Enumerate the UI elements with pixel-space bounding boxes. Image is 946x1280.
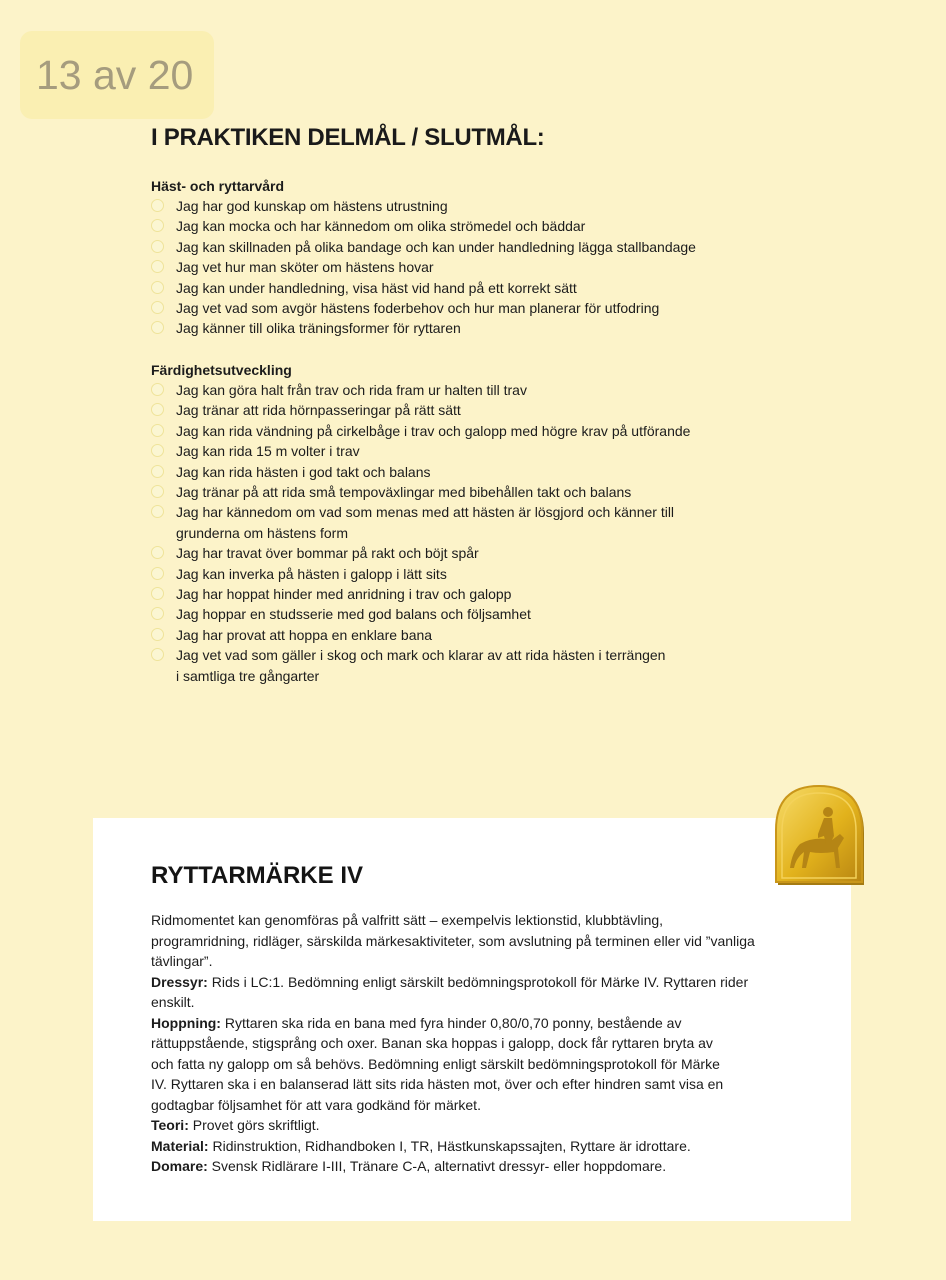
checklist-item-label: Jag kan göra halt från trav och rida fram ur halten till trav	[176, 382, 527, 398]
material-paragraph	[151, 1136, 801, 1157]
intro-line: programridning, ridläger, särskilda märkesaktiviteter, som avslutning på terminen eller vid ”vanliga	[151, 932, 755, 949]
checklist-item[interactable]	[151, 380, 771, 400]
checklist-item-label: Jag har god kunskap om hästens utrustning	[176, 198, 448, 214]
checklist-item[interactable]	[151, 584, 771, 604]
checklist-item-continuation	[151, 523, 771, 543]
checkbox-circle-icon[interactable]	[151, 424, 164, 437]
checkbox-circle-icon[interactable]	[151, 281, 164, 294]
checkbox-circle-icon[interactable]	[151, 199, 164, 212]
badge-title: RYTTARMÄRKE IV	[151, 862, 363, 889]
checklist-item[interactable]	[151, 298, 771, 318]
checklist-item-label: Jag kan rida hästen i god takt och balans	[176, 463, 431, 480]
checklist-item-label: Jag kan rida 15 m volter i trav	[176, 443, 360, 460]
checkbox-circle-icon[interactable]	[151, 505, 164, 518]
checklist-item[interactable]	[151, 441, 771, 461]
checklist-item-label: Jag vet vad som gäller i skog och mark och klarar av att rida hästen i terrängen	[176, 647, 666, 664]
checklist-item-label: Jag hoppar en studsserie med god balans och följsamhet	[176, 606, 531, 623]
checklist-item[interactable]	[151, 462, 771, 482]
checklist-item-label: Jag kan inverka på hästen i galopp i lätt sits	[176, 565, 447, 582]
checklist-item[interactable]	[151, 400, 771, 420]
hoppning-text: Ryttaren ska rida en bana med fyra hinder 0,80/0,70 ponny, bestående av	[220, 1014, 682, 1031]
checklist-item-label: Jag kan under handledning, visa häst vid hand på ett korrekt sätt	[176, 279, 577, 296]
checkbox-circle-icon[interactable]	[151, 219, 164, 232]
checklist-item[interactable]	[151, 257, 771, 277]
checklist-item-label: Jag vet vad som avgör hästens foderbehov och hur man planerar för utfodring	[176, 300, 660, 317]
checklist-item-label: Jag kan rida vändning på cirkelbåge i trav och galopp med högre krav på utförande	[176, 422, 691, 439]
hoppning-line: rättuppstående, stigsprång och oxer. Banan ska hoppas i galopp, dock får ryttaren bryta av	[151, 1035, 713, 1051]
checklist-item-label: Jag har provat att hoppa en enklare bana	[176, 626, 433, 643]
rider-badge-icon	[770, 782, 868, 890]
checklist-item[interactable]	[151, 604, 771, 624]
checklist-item[interactable]	[151, 216, 771, 236]
intro-line: Ridmomentet kan genomföras på valfritt sätt – exempelvis lektionstid, klubbtävling,	[151, 912, 664, 928]
checklist-item-label: Jag vet hur man sköter om hästens hovar	[176, 259, 434, 276]
dressyr-label: Dressyr:	[151, 973, 208, 990]
material-label: Material:	[151, 1137, 209, 1154]
checklist-item-label: i samtliga tre gångarter	[176, 667, 320, 684]
checklist-item-label: Jag tränar att rida hörnpasseringar på rätt sätt	[176, 402, 461, 419]
checklist-item-label: Jag har hoppat hinder med anridning i trav och galopp	[176, 586, 512, 603]
hoppning-line: och fatta ny galopp om så behövs. Bedömning enligt särskilt bedömningsprotokoll för Märke	[151, 1055, 720, 1072]
hoppning-paragraph	[151, 1013, 801, 1034]
page-counter: 13 av 20	[20, 31, 214, 119]
checklist-item[interactable]	[151, 482, 771, 502]
checkbox-circle-icon[interactable]	[151, 301, 164, 314]
checkbox-circle-icon[interactable]	[151, 628, 164, 641]
badge-description	[151, 910, 801, 1177]
intro-line: tävlingar”.	[151, 953, 213, 969]
checklist-item-continuation	[151, 666, 771, 686]
dressyr-text: Rids i LC:1. Bedömning enligt särskilt bedömningsprotokoll för Märke IV. Ryttaren rider	[207, 973, 749, 990]
domare-paragraph	[151, 1156, 801, 1177]
material-text: Ridinstruktion, Ridhandboken I, TR, Hästkunskapssajten, Ryttare är idrottare.	[208, 1137, 691, 1154]
section-hast-och-ryttarvard	[151, 176, 771, 339]
checkbox-circle-icon[interactable]	[151, 648, 164, 661]
checkbox-circle-icon[interactable]	[151, 465, 164, 478]
checkbox-circle-icon[interactable]	[151, 567, 164, 580]
rider-badge-image	[770, 782, 868, 890]
checkbox-circle-icon[interactable]	[151, 444, 164, 457]
checkbox-circle-icon[interactable]	[151, 546, 164, 559]
teori-text: Provet görs skriftligt.	[188, 1117, 320, 1133]
section-heading: Häst- och ryttarvård	[151, 178, 285, 194]
checklist-item-label: Jag kan skillnaden på olika bandage och kan under handledning lägga stallbandage	[176, 238, 696, 255]
checkbox-circle-icon[interactable]	[151, 240, 164, 253]
checkbox-circle-icon[interactable]	[151, 587, 164, 600]
checklist-item-label: Jag tränar på att rida små tempoväxlingar med bibehållen takt och balans	[176, 484, 632, 501]
hoppning-line: godtagbar följsamhet för att vara godkänd för märket.	[151, 1096, 481, 1113]
checkbox-circle-icon[interactable]	[151, 321, 164, 334]
checklist-item[interactable]	[151, 237, 771, 257]
checklist-item[interactable]	[151, 625, 771, 645]
checkbox-circle-icon[interactable]	[151, 607, 164, 620]
dressyr-line: enskilt.	[151, 994, 195, 1010]
checklist-item[interactable]	[151, 564, 771, 584]
hoppning-line: IV. Ryttaren ska i en balanserad lätt sits rida hästen mot, över och efter hindren samt visa en	[151, 1076, 724, 1092]
teori-paragraph	[151, 1115, 801, 1136]
checklist-item-label: Jag har kännedom om vad som menas med att hästen är lösgjord och känner till	[176, 504, 675, 521]
checkbox-circle-icon[interactable]	[151, 403, 164, 416]
teori-label: Teori:	[151, 1117, 189, 1133]
domare-text: Svensk Ridlärare I-III, Tränare C-A, alternativt dressyr- eller hoppdomare.	[207, 1158, 667, 1174]
domare-label: Domare:	[151, 1158, 208, 1174]
checkbox-circle-icon[interactable]	[151, 260, 164, 273]
checklist-item[interactable]	[151, 543, 771, 563]
checklist-item-label: Jag kan mocka och har kännedom om olika strömedel och bäddar	[176, 218, 586, 235]
checklist-item-label: grunderna om hästens form	[176, 524, 348, 541]
dressyr-paragraph	[151, 972, 801, 993]
page-title: I PRAKTIKEN DELMÅL / SLUTMÅL:	[151, 124, 545, 151]
checklist-item-label: Jag har travat över bommar på rakt och böjt spår	[176, 545, 479, 562]
checkbox-circle-icon[interactable]	[151, 383, 164, 396]
checklist-item[interactable]	[151, 645, 771, 665]
checklist-item[interactable]	[151, 278, 771, 298]
checklist-item[interactable]	[151, 502, 771, 522]
checklist-item[interactable]	[151, 196, 771, 216]
checkbox-circle-icon[interactable]	[151, 485, 164, 498]
section-fardighetsutveckling	[151, 360, 771, 686]
checklist-item-label: Jag känner till olika träningsformer för ryttaren	[176, 320, 461, 337]
section-heading: Färdighetsutveckling	[151, 362, 292, 378]
hoppning-label: Hoppning:	[151, 1014, 221, 1031]
checklist-item[interactable]	[151, 318, 771, 338]
checklist-item[interactable]	[151, 421, 771, 441]
